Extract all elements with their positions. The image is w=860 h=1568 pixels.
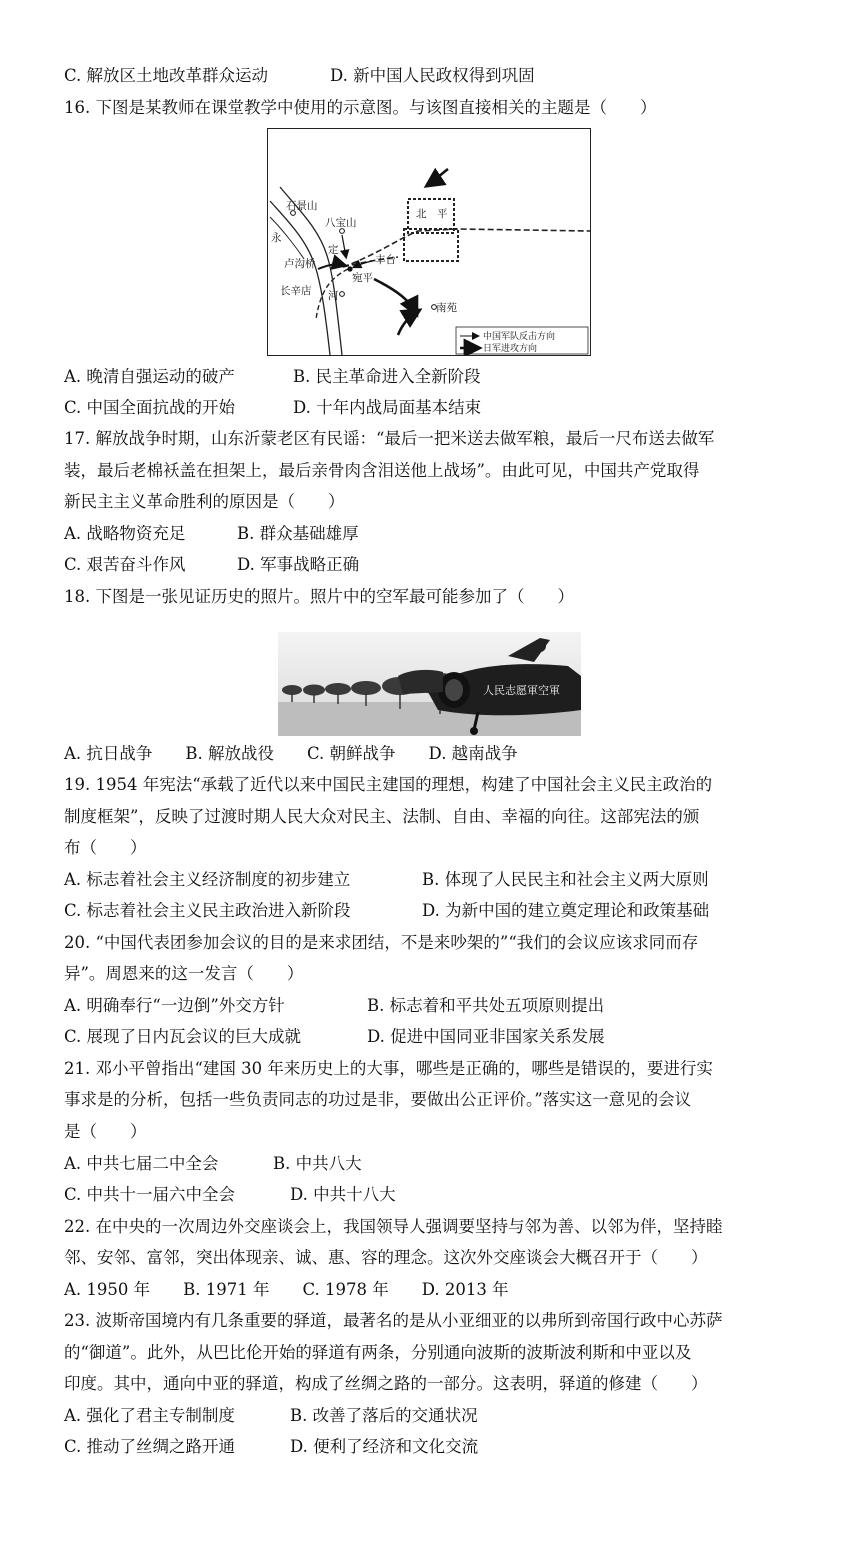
q21-option-c: C. 中共十一届六中全会: [64, 1185, 236, 1204]
label-he: 河: [328, 290, 339, 302]
q21-option-d: D. 中共十八大: [290, 1185, 396, 1204]
q20-option-row-ab: [64, 995, 804, 1017]
q22-stem-line2: 邻、安邻、富邻，突出体现亲、诚、惠、容的理念。这次外交座谈会大概召开于（ ）: [64, 1248, 708, 1267]
q21-option-a: A. 中共七届二中全会: [64, 1154, 219, 1173]
q23-option-a: A. 强化了君主专制制度: [64, 1406, 235, 1425]
q16-option-b: B. 民主革命进入全新阶段: [293, 367, 481, 386]
label-ding: 定: [328, 244, 339, 256]
q19-option-c: C. 标志着社会主义民主政治进入新阶段: [64, 901, 351, 920]
japanese-attack-arrow: [318, 264, 344, 269]
q19-option-b: B. 体现了人民民主和社会主义两大原则: [422, 870, 709, 889]
label-changxindian: 长辛店: [280, 285, 312, 297]
q23-option-row-cd: [64, 1436, 804, 1458]
beiping-label: 北 平: [416, 208, 448, 220]
photo-fuselage-text: 人民志愿軍空軍: [483, 684, 560, 697]
q23-option-d: D. 便利了经济和文化交流: [290, 1437, 479, 1456]
q23-stem-line2: 的“御道”。此外，从巴比伦开始的驿道有两条，分别通向波斯的波斯波利斯和中亚以及: [64, 1343, 692, 1362]
q16-option-a: A. 晚清自强运动的破产: [64, 367, 235, 386]
q23-option-b: B. 改善了落后的交通状况: [290, 1406, 478, 1425]
q17-option-row-cd: [64, 554, 804, 576]
q16-map-svg: [268, 129, 590, 355]
q20-option-c: C. 展现了日内瓦会议的巨大成就: [64, 1027, 302, 1046]
q20-stem-line1: 20. “中国代表团参加会议的目的是来求团结，不是来吵架的”“我们的会议应该求同而存: [64, 933, 699, 952]
q23-option-row-ab: [64, 1405, 804, 1427]
q16-map-figure: [267, 128, 591, 356]
label-shijingshan: 石景山: [286, 200, 318, 212]
q17-option-d: D. 军事战略正确: [237, 555, 360, 574]
q21-option-b: B. 中共八大: [273, 1154, 362, 1173]
japanese-attack-arrow: [398, 311, 418, 335]
q15-option-c: C. 解放区土地改革群众运动: [64, 66, 269, 85]
q22-options: A. 1950 年 B. 1971 年 C. 1978 年 D. 2013 年: [64, 1280, 509, 1299]
q20-option-a: A. 明确奉行“一边倒”外交方针: [64, 996, 285, 1015]
q20-stem-line2: 异”。周恩来的这一发言（ ）: [64, 964, 304, 983]
q17-option-c: C. 艰苦奋斗作风: [64, 555, 186, 574]
q15-option-row-cd: [64, 65, 804, 87]
q19-option-row-cd: [64, 900, 804, 922]
q21-option-row-ab: [64, 1153, 804, 1175]
label-nanyuan: 南苑: [436, 302, 457, 314]
q20-option-b: B. 标志着和平共处五项原则提出: [367, 996, 605, 1015]
q18-photo-svg: [278, 632, 581, 736]
q16-option-d: D. 十年内战局面基本结束: [293, 398, 482, 417]
label-babaoshan: 八宝山: [325, 217, 357, 229]
q16-stem: 16. 下图是某教师在课堂教学中使用的示意图。与该图直接相关的主题是（ ）: [64, 98, 657, 117]
q22-stem-line1: 22. 在中央的一次周边外交座谈会上，我国领导人强调要坚持与邻为善、以邻为伴，坚持睦: [64, 1217, 723, 1236]
q17-stem-line1: 17. 解放战争时期，山东沂蒙老区有民谣：“最后一把米送去做军粮，最后一尺布送去做军: [64, 429, 715, 448]
label-lugouqiao: 卢沟桥: [284, 258, 316, 270]
q19-stem-line2: 制度框架”，反映了过渡时期人民大众对民主、法制、自由、幸福的向往。这部宪法的颁: [64, 807, 700, 826]
chinese-counter-arrow: [342, 235, 346, 257]
q19-stem-line1: 19. 1954 年宪法“承载了近代以来中国民主建国的理想，构建了中国社会主义民主政治的: [64, 775, 713, 794]
q19-option-a: A. 标志着社会主义经济制度的初步建立: [64, 870, 351, 889]
q23-stem-line3: 印度。其中，通向中亚的驿道，构成了丝绸之路的一部分。这表明，驿道的修建（ ）: [64, 1374, 708, 1393]
q21-stem-line2: 事求是的分析，包括一些负责同志的功过是非，要做出公正评价。”落实这一意见的会议: [64, 1090, 692, 1109]
q23-option-c: C. 推动了丝绸之路开通: [64, 1437, 236, 1456]
q21-stem-line1: 21. 邓小平曾指出“建国 30 年来历史上的大事，哪些是正确的，哪些是错误的，要进行实: [64, 1059, 713, 1078]
q17-option-b: B. 群众基础雄厚: [237, 524, 359, 543]
q19-stem-line3: 布（ ）: [64, 838, 147, 857]
label-fengtai: 丰台: [375, 254, 396, 266]
label-wanping: 宛平: [352, 272, 373, 284]
q19-option-row-ab: [64, 869, 804, 891]
q15-option-d: D. 新中国人民政权得到巩固: [330, 66, 535, 85]
q18-stem: 18. 下图是一张见证历史的照片。照片中的空军最可能参加了（ ）: [64, 587, 574, 606]
japanese-attack-arrow: [374, 279, 416, 313]
legend-chinese-counter: 中国军队反击方向: [483, 332, 556, 342]
q16-option-row-ab: [64, 366, 804, 388]
japanese-attack-arrow: [428, 169, 448, 185]
q17-stem-line2: 装，最后老棉袄盖在担架上，最后亲骨肉含泪送他上战场”。由此可见，中国共产党取得: [64, 461, 700, 480]
q16-option-c: C. 中国全面抗战的开始: [64, 398, 236, 417]
q18-jet-photo: [278, 632, 581, 736]
q21-option-row-cd: [64, 1184, 804, 1206]
q19-option-d: D. 为新中国的建立奠定理论和政策基础: [422, 901, 710, 920]
river-line: [280, 187, 342, 355]
q21-stem-line3: 是（ ）: [64, 1122, 147, 1141]
q17-option-row-ab: [64, 523, 804, 545]
q18-options: A. 抗日战争 B. 解放战役 C. 朝鲜战争 D. 越南战争: [64, 744, 518, 763]
q23-stem-line1: 23. 波斯帝国境内有几条重要的驿道，最著名的是从小亚细亚的以弗所到帝国行政中心苏萨: [64, 1311, 723, 1330]
q20-option-d: D. 促进中国同亚非国家关系发展: [367, 1027, 605, 1046]
river-line: [270, 201, 330, 355]
q16-option-row-cd: [64, 397, 804, 419]
q17-stem-line3: 新民主主义革命胜利的原因是（ ）: [64, 492, 345, 511]
legend-japanese-attack: 日军进攻方向: [483, 344, 538, 354]
q20-option-row-cd: [64, 1026, 804, 1048]
q17-option-a: A. 战略物资充足: [64, 524, 186, 543]
label-yong: 永: [271, 232, 282, 244]
